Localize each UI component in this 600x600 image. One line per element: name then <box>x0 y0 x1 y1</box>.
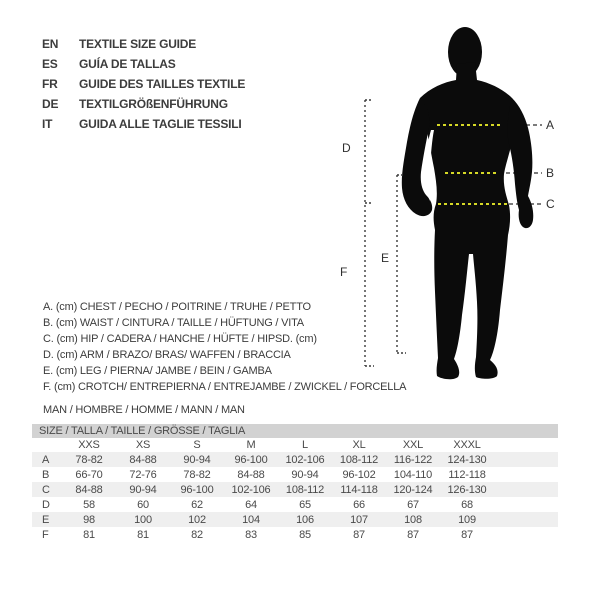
value-cell: 68 <box>461 498 473 511</box>
lang-row-de <box>42 94 245 114</box>
label-leg: E <box>381 251 390 265</box>
value-cell: 67 <box>407 498 419 511</box>
table-row-c <box>32 482 558 497</box>
value-cell: 84-88 <box>237 468 265 481</box>
value-cell: 106 <box>296 513 314 526</box>
row-label: F <box>42 528 49 541</box>
lang-row-es <box>42 54 245 74</box>
column-header-xxl: XXL <box>402 439 424 451</box>
legend-item-waist: B. (cm) WAIST / CINTURA / TAILLE / HÜFTUNG / VITA <box>43 317 304 329</box>
lang-code: EN <box>42 37 59 51</box>
legend-item-chest: A. (cm) CHEST / PECHO / POITRINE / TRUHE / PETTO <box>43 301 311 313</box>
value-cell: 102-106 <box>285 453 325 466</box>
value-cell: 96-100 <box>234 453 268 466</box>
label-waist: B <box>546 166 555 180</box>
measurement-legend <box>43 299 406 418</box>
value-cell: 65 <box>299 498 311 511</box>
value-cell: 81 <box>137 528 149 541</box>
lang-code: IT <box>42 117 53 131</box>
value-cell: 62 <box>191 498 203 511</box>
lang-title: TEXTILGRÖßENFÜHRUNG <box>79 97 228 111</box>
right-arm <box>508 98 534 228</box>
value-cell: 102-106 <box>231 483 271 496</box>
table-row-a <box>32 452 558 467</box>
gender-line: MAN / HOMBRE / HOMME / MANN / MAN <box>43 404 245 416</box>
lang-title: GUÍA DE TALLAS <box>79 57 176 71</box>
column-header-xl: XL <box>352 439 366 451</box>
size-table-title: SIZE / TALLA / TAILLE / GRÖSSE / TAGLIA <box>32 424 558 438</box>
table-row-f <box>32 527 558 542</box>
value-cell: 104 <box>242 513 260 526</box>
value-cell: 85 <box>299 528 311 541</box>
label-arm: D <box>342 141 351 155</box>
value-cell: 66-70 <box>75 468 103 481</box>
label-chest: A <box>546 118 555 132</box>
value-cell: 104-110 <box>393 468 433 481</box>
lang-title: GUIDE DES TAILLES TEXTILE <box>79 77 246 91</box>
legend-item-arm: D. (cm) ARM / BRAZO/ BRAS/ WAFFEN / BRACCIA <box>43 349 291 361</box>
column-header-xxs: XXS <box>78 439 100 451</box>
legend-item-crotch: F. (cm) CROTCH/ ENTREPIERNA / ENTREJAMBE / ZWICKEL / FORCELLA <box>43 381 407 393</box>
legend-item-leg: E. (cm) LEG / PIERNA/ JAMBE / BEIN / GAMBA <box>43 365 272 377</box>
label-crotch: F <box>340 265 348 279</box>
row-label: E <box>42 513 50 526</box>
column-header-row <box>32 438 558 452</box>
value-cell: 114-118 <box>340 483 378 496</box>
lang-row-it <box>42 114 245 134</box>
value-cell: 72-76 <box>129 468 157 481</box>
lang-row-fr <box>42 74 245 94</box>
value-cell: 60 <box>137 498 149 511</box>
value-cell: 90-94 <box>183 453 211 466</box>
lang-code: DE <box>42 97 59 111</box>
table-row-b <box>32 467 558 482</box>
column-header-s: S <box>193 439 201 451</box>
language-title-list <box>42 34 245 134</box>
value-cell: 124-130 <box>447 453 487 466</box>
lang-code: FR <box>42 77 58 91</box>
column-header-m: M <box>246 439 256 451</box>
value-cell: 83 <box>245 528 257 541</box>
legend-item-hip: C. (cm) HIP / CADERA / HANCHE / HÜFTE / HIPSD. (cm) <box>43 333 317 345</box>
value-cell: 108 <box>404 513 422 526</box>
row-label: B <box>42 468 50 481</box>
label-hip: C <box>546 197 555 211</box>
value-cell: 78-82 <box>183 468 211 481</box>
value-cell: 87 <box>353 528 365 541</box>
value-cell: 100 <box>134 513 152 526</box>
lang-title: GUIDA ALLE TAGLIE TESSILI <box>79 117 242 131</box>
value-cell: 84-88 <box>129 453 157 466</box>
value-cell: 126-130 <box>447 483 487 496</box>
lang-row-en <box>42 34 245 54</box>
value-cell: 116-122 <box>393 453 433 466</box>
value-cell: 112-118 <box>448 468 486 481</box>
column-header-xs: XS <box>135 439 151 451</box>
value-cell: 87 <box>407 528 419 541</box>
man-silhouette <box>402 27 533 379</box>
value-cell: 84-88 <box>75 483 103 496</box>
value-cell: 78-82 <box>75 453 103 466</box>
column-header-l: L <box>302 439 308 451</box>
lang-title: TEXTILE SIZE GUIDE <box>79 37 197 51</box>
value-cell: 108-112 <box>285 483 325 496</box>
value-cell: 58 <box>83 498 95 511</box>
value-cell: 109 <box>458 513 476 526</box>
value-cell: 90-94 <box>129 483 157 496</box>
row-label: A <box>42 453 50 466</box>
value-cell: 96-100 <box>180 483 214 496</box>
value-cell: 107 <box>350 513 368 526</box>
row-label: C <box>42 483 50 496</box>
value-cell: 98 <box>83 513 95 526</box>
row-label: D <box>42 498 50 511</box>
size-table <box>32 424 558 542</box>
value-cell: 87 <box>461 528 473 541</box>
value-cell: 108-112 <box>339 453 379 466</box>
lang-code: ES <box>42 57 58 71</box>
value-cell: 102 <box>188 513 206 526</box>
value-cell: 96-102 <box>342 468 376 481</box>
value-cell: 64 <box>245 498 257 511</box>
value-cell: 90-94 <box>291 468 319 481</box>
value-cell: 66 <box>353 498 365 511</box>
torso-and-legs <box>420 62 516 379</box>
value-cell: 82 <box>191 528 203 541</box>
table-row-d <box>32 497 558 512</box>
value-cell: 120-124 <box>393 483 433 496</box>
value-cell: 81 <box>83 528 95 541</box>
table-row-e <box>32 512 558 527</box>
column-header-xxxl: XXXL <box>453 439 481 451</box>
